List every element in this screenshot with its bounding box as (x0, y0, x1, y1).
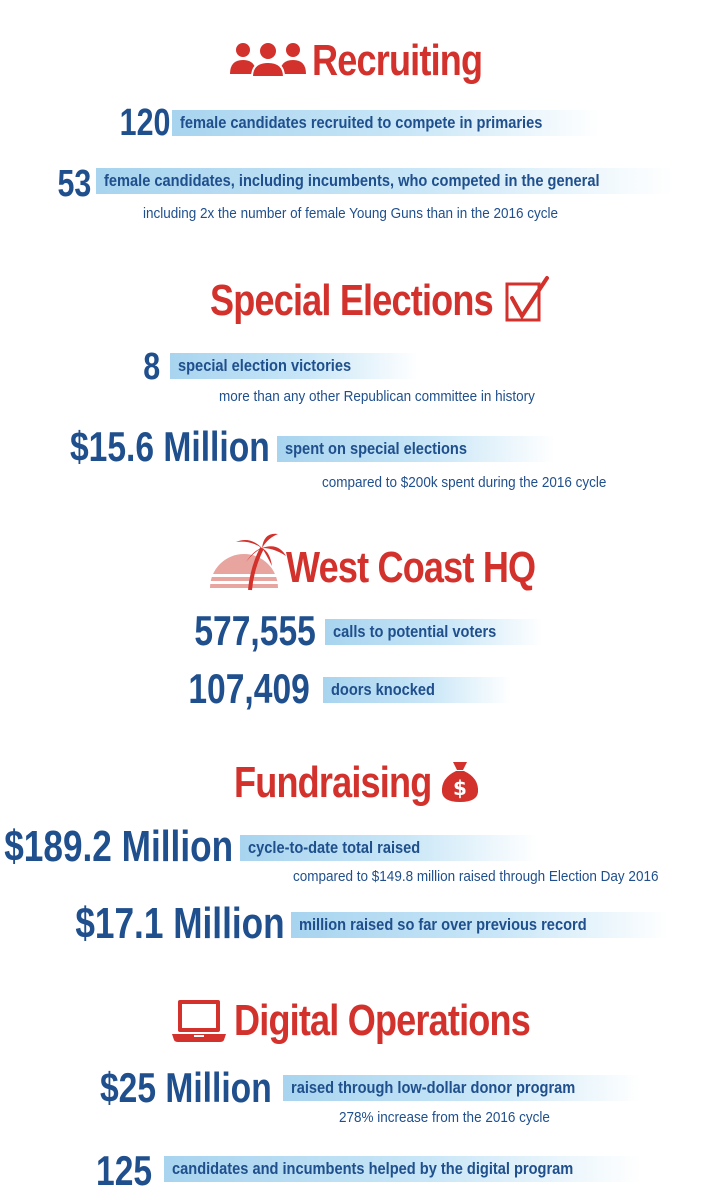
stat-note: 278% increase from the 2016 cycle (339, 1109, 550, 1126)
ballot-check-icon (503, 274, 551, 324)
west-coast-heading: West Coast HQ (286, 543, 536, 592)
stat-value: 8 (143, 346, 160, 388)
stat-value: $189.2 Million (4, 822, 233, 871)
people-group-icon (228, 38, 308, 78)
fundraising-heading: Fundraising (234, 758, 432, 807)
stat-note: compared to $149.8 million raised through Election Day 2016 (293, 868, 659, 885)
stat-note: more than any other Republican committee in history (219, 388, 535, 405)
stat-value: 120 (119, 102, 170, 144)
stat-label: female candidates, including incumbents, who competed in the general (96, 168, 674, 194)
stat-value: 53 (57, 163, 91, 205)
digital-operations-heading: Digital Operations (234, 996, 530, 1045)
stat-value: 125 (95, 1147, 152, 1194)
stat-value: $15.6 Million (70, 423, 270, 470)
palm-sunset-icon (206, 530, 286, 592)
recruiting-heading: Recruiting (312, 36, 483, 85)
stat-label: million raised so far over previous record (291, 912, 669, 938)
stat-note: including 2x the number of female Young Guns than in the 2016 cycle (143, 205, 559, 222)
stat-label: raised through low-dollar donor program (283, 1075, 641, 1101)
stat-label: calls to potential voters (325, 619, 543, 645)
stat-label: spent on special elections (277, 436, 555, 462)
stat-label: cycle-to-date total raised (240, 835, 538, 861)
money-bag-icon (439, 758, 481, 804)
svg-text:$: $ (453, 776, 467, 800)
stat-label: candidates and incumbents helped by the digital program (164, 1156, 642, 1182)
stat-label: female candidates recruited to compete in primaries (172, 110, 600, 136)
stat-value: 577,555 (194, 607, 316, 654)
special-elections-heading: Special Elections (210, 276, 493, 325)
stat-value: $25 Million (100, 1064, 272, 1111)
stat-value: $17.1 Million (75, 899, 285, 948)
stat-label: special election victories (170, 353, 418, 379)
stat-label: doors knocked (323, 677, 511, 703)
stat-value: 107,409 (188, 665, 310, 712)
stat-note: compared to $200k spent during the 2016 cycle (322, 474, 607, 491)
laptop-icon (170, 998, 228, 1044)
